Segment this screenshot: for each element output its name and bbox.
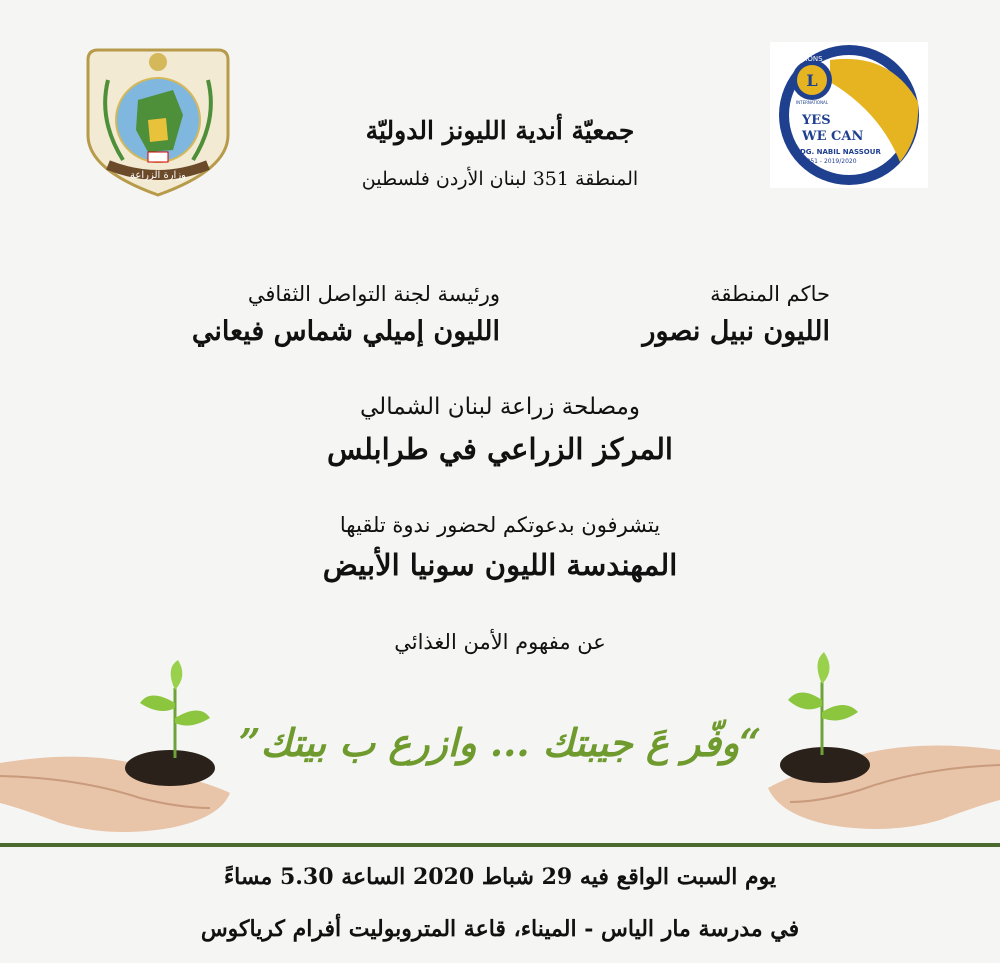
- chair-label: ورئيسة لجنة التواصل الثقافي: [247, 282, 500, 306]
- ministry-agriculture-logo: [78, 40, 238, 200]
- svg-text:INTERNATIONAL: INTERNATIONAL: [795, 100, 829, 105]
- svg-text:D 351 - 2019/2020: D 351 - 2019/2020: [800, 158, 857, 165]
- governor-name: الليون نبيل نصور: [642, 316, 830, 347]
- speaker-name: المهندسة الليون سونيا الأبيض: [322, 548, 678, 582]
- svg-text:LIONS: LIONS: [801, 55, 823, 63]
- lions-district-logo: [770, 42, 928, 188]
- event-venue: في مدرسة مار الياس - الميناء، قاعة المتروبوليت أفرام كرياكوس: [200, 916, 800, 942]
- event-date-time: يوم السبت الواقع فيه 29 شباط 2020 الساعة 5.30 مساءً: [223, 864, 777, 890]
- svg-text:L: L: [806, 71, 818, 90]
- partner-name: المركز الزراعي في طرابلس: [326, 432, 673, 466]
- org-subtitle: المنطقة 351 لبنان الأردن فلسطين: [361, 168, 639, 190]
- governor-label: حاكم المنطقة: [710, 282, 830, 306]
- svg-text:WE CAN: WE CAN: [802, 129, 864, 144]
- chair-name: الليون إميلي شماس فيعاني: [191, 316, 500, 347]
- svg-text:YES: YES: [802, 113, 831, 128]
- footer-divider: [0, 843, 1000, 847]
- org-title: جمعيّة أندية الليونز الدوليّة: [365, 116, 635, 145]
- svg-text:وزارة الزراعة: وزارة الزراعة: [130, 170, 186, 181]
- lecture-topic: عن مفهوم الأمن الغذائي: [394, 630, 606, 654]
- campaign-slogan: “وفّر عَ جيبتك ... وازرع ب بيتك”: [238, 720, 762, 765]
- invitation-text: يتشرفون بدعوتكم لحضور ندوة تلقيها: [339, 513, 661, 537]
- svg-text:DG. NABIL NASSOUR: DG. NABIL NASSOUR: [800, 148, 881, 156]
- partner-label: ومصلحة زراعة لبنان الشمالي: [360, 394, 640, 420]
